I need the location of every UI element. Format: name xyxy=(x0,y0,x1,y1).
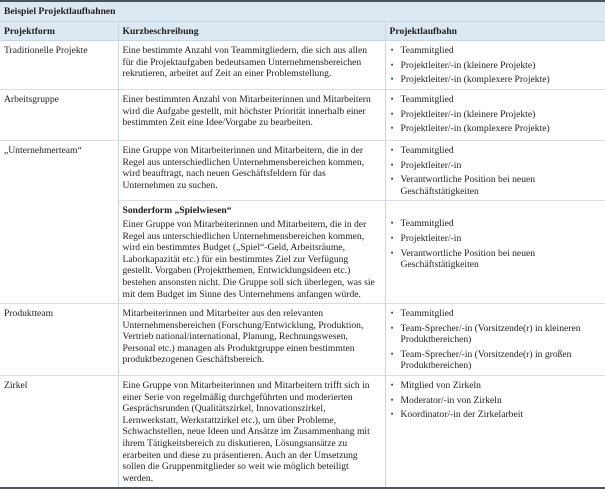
bullet-icon: • xyxy=(390,308,394,319)
bullet-icon: • xyxy=(390,247,394,258)
table-row xyxy=(0,41,605,90)
project-form-cell: Zirkel xyxy=(0,376,118,489)
career-cell xyxy=(385,201,605,304)
list-item: • Teammitglied xyxy=(390,218,454,230)
bullet-icon: • xyxy=(390,409,394,420)
table-row xyxy=(0,376,605,489)
list-item: • Projektleiter/-in xyxy=(390,232,462,244)
project-form-cell: Traditionelle Projekte xyxy=(0,41,118,90)
bullet-icon: • xyxy=(390,394,394,405)
career-cell xyxy=(385,41,605,90)
career-list xyxy=(390,45,600,86)
career-cell xyxy=(385,89,605,140)
career-cell xyxy=(385,140,605,200)
bullet-icon: • xyxy=(390,93,394,104)
table-row xyxy=(0,89,605,140)
list-item: • Team-Sprecher/-in (Vorsitzende(r) in großen Produktbereichen) xyxy=(390,348,572,372)
career-list xyxy=(390,218,600,270)
description-cell: Mitarbeiterinnen und Mitarbeiter aus den relevanten Unternehmensbereichen (Forschung/Entwicklung, Produktion, Vertrieb national/international, Planung, Rechnungswesen, Personal etc.) managen als Produktgruppe einen bestimmten produktbezogenen Geschäftsbereich. xyxy=(118,304,385,376)
list-item: • Teammitglied xyxy=(390,144,454,156)
bullet-icon: • xyxy=(390,322,394,333)
bullet-icon: • xyxy=(390,74,394,85)
list-item: • Projektleiter/-in xyxy=(390,159,462,171)
bullet-icon: • xyxy=(390,144,394,155)
bullet-icon: • xyxy=(390,59,394,70)
bullet-icon: • xyxy=(390,174,394,185)
career-list xyxy=(390,145,600,197)
career-cell xyxy=(385,376,605,489)
bullet-icon: • xyxy=(390,108,394,119)
list-item: • Koordinator/-in der Zirkelarbeit xyxy=(390,409,524,421)
subform-description: Einer Gruppe von Mitarbeiterinnen und Mitarbeitern, die in der Regel aus unterschiedlichen Unternehmensbereichen kommen, wird ein bestimmtes Budget („Spiel“-Geld, Arbeitsräume, Laborkapazität etc.) für ein bestimmtes Ziel zur Verfügung gestellt. Vorgaben (Projektthemen, Entwicklungsideen etc.) bestehen ansonsten nicht. Die Gruppe soll sich überlegen, was sie mit dem Budget im Sinne des Unternehmens anfangen würde. xyxy=(122,218,375,300)
career-list xyxy=(390,94,600,135)
list-item: • Team-Sprecher/-in (Vorsitzende(r) in kleineren Produktbereichen) xyxy=(390,322,581,346)
column-header-kurzbeschreibung: Kurzbeschreibung xyxy=(118,21,385,41)
career-list xyxy=(390,380,600,421)
subform-title: Sonderform „Spielwiesen“ xyxy=(122,205,232,217)
table-row xyxy=(0,304,605,376)
description-cell: Eine Gruppe von Mitarbeiterinnen und Mitarbeitern trifft sich in einer Serie von regelmäßig durchgeführten und moderierten Gesprächsrunden (Qualitätszirkel, Innovationszirkel, Lernwerkstatt, Werkstattzirkel etc.), um über Probleme, Schwachstellen, neue Ideen und Ansätze im Zusammenhang mit ihrem Tätigkeitsbereich zu diskutieren, Lösungsansätze zu erarbeiten und diese zu präsentieren. Auch an der Umsetzung sollen die Gruppenmitglieder so weit wie möglich beteiligt werden. xyxy=(118,376,385,489)
list-item: • Teammitglied xyxy=(390,45,454,57)
bullet-icon: • xyxy=(390,45,394,56)
list-item: • Moderator/-in von Zirkeln xyxy=(390,394,502,406)
subform-description-cell xyxy=(118,201,385,304)
bullet-icon: • xyxy=(390,348,394,359)
description-cell: Eine Gruppe von Mitarbeiterinnen und Mitarbeitern, die in der Regel aus unterschiedlichen Unternehmensbereichen kommen, wird beauftragt, nach neuen Geschäftsfeldern für das Unternehmen zu suchen. xyxy=(118,140,385,200)
bullet-icon: • xyxy=(390,232,394,243)
description-cell: Eine bestimmte Anzahl von Teammitgliedern, die sich aus allen für die Projektaufgaben bedeutsamen Unternehmensbereichen rekrutieren, arbeitet auf Zeit an einer Problemstellung. xyxy=(118,41,385,90)
table-title-row xyxy=(0,1,605,21)
project-form-cell: Arbeitsgruppe xyxy=(0,89,118,140)
list-item: • Projektleiter/-in (komplexere Projekte) xyxy=(390,74,550,86)
bullet-icon: • xyxy=(390,380,394,391)
list-item: • Projektleiter/-in (komplexere Projekte) xyxy=(390,123,550,135)
list-item: • Verantwortliche Position bei neuen Geschäftstätigkeiten xyxy=(390,174,536,197)
career-list xyxy=(390,308,600,372)
bullet-icon: • xyxy=(390,218,394,229)
list-item: • Projektleiter/-in (kleinere Projekte) xyxy=(390,59,536,71)
bullet-icon: • xyxy=(390,159,394,170)
list-item: • Teammitglied xyxy=(390,93,454,105)
table-header-row xyxy=(0,21,605,41)
list-item: • Verantwortliche Position bei neuen Geschäftstätigkeiten xyxy=(390,247,536,271)
list-item: • Teammitglied xyxy=(390,308,454,320)
table-title: Beispiel Projektlaufbahnen xyxy=(0,1,605,21)
list-item: • Projektleiter/-in (kleinere Projekte) xyxy=(390,108,536,120)
description-cell: Einer bestimmten Anzahl von Mitarbeiterinnen und Mitarbeitern wird die Aufgabe gestellt, mit höchster Priorität innerhalb einer bestimmten Zeit eine Idee/Vorgabe zu bearbeiten. xyxy=(118,89,385,140)
column-header-projektform: Projektform xyxy=(0,21,118,41)
list-item: • Mitglied von Zirkeln xyxy=(390,380,481,392)
career-cell xyxy=(385,304,605,376)
bullet-icon: • xyxy=(390,123,394,134)
column-header-projektlaufbahn: Projektlaufbahn xyxy=(385,21,605,41)
table-row xyxy=(0,140,605,200)
project-form-cell: Produktteam xyxy=(0,304,118,376)
project-form-cell: „Unternehmerteam“ xyxy=(0,140,118,303)
